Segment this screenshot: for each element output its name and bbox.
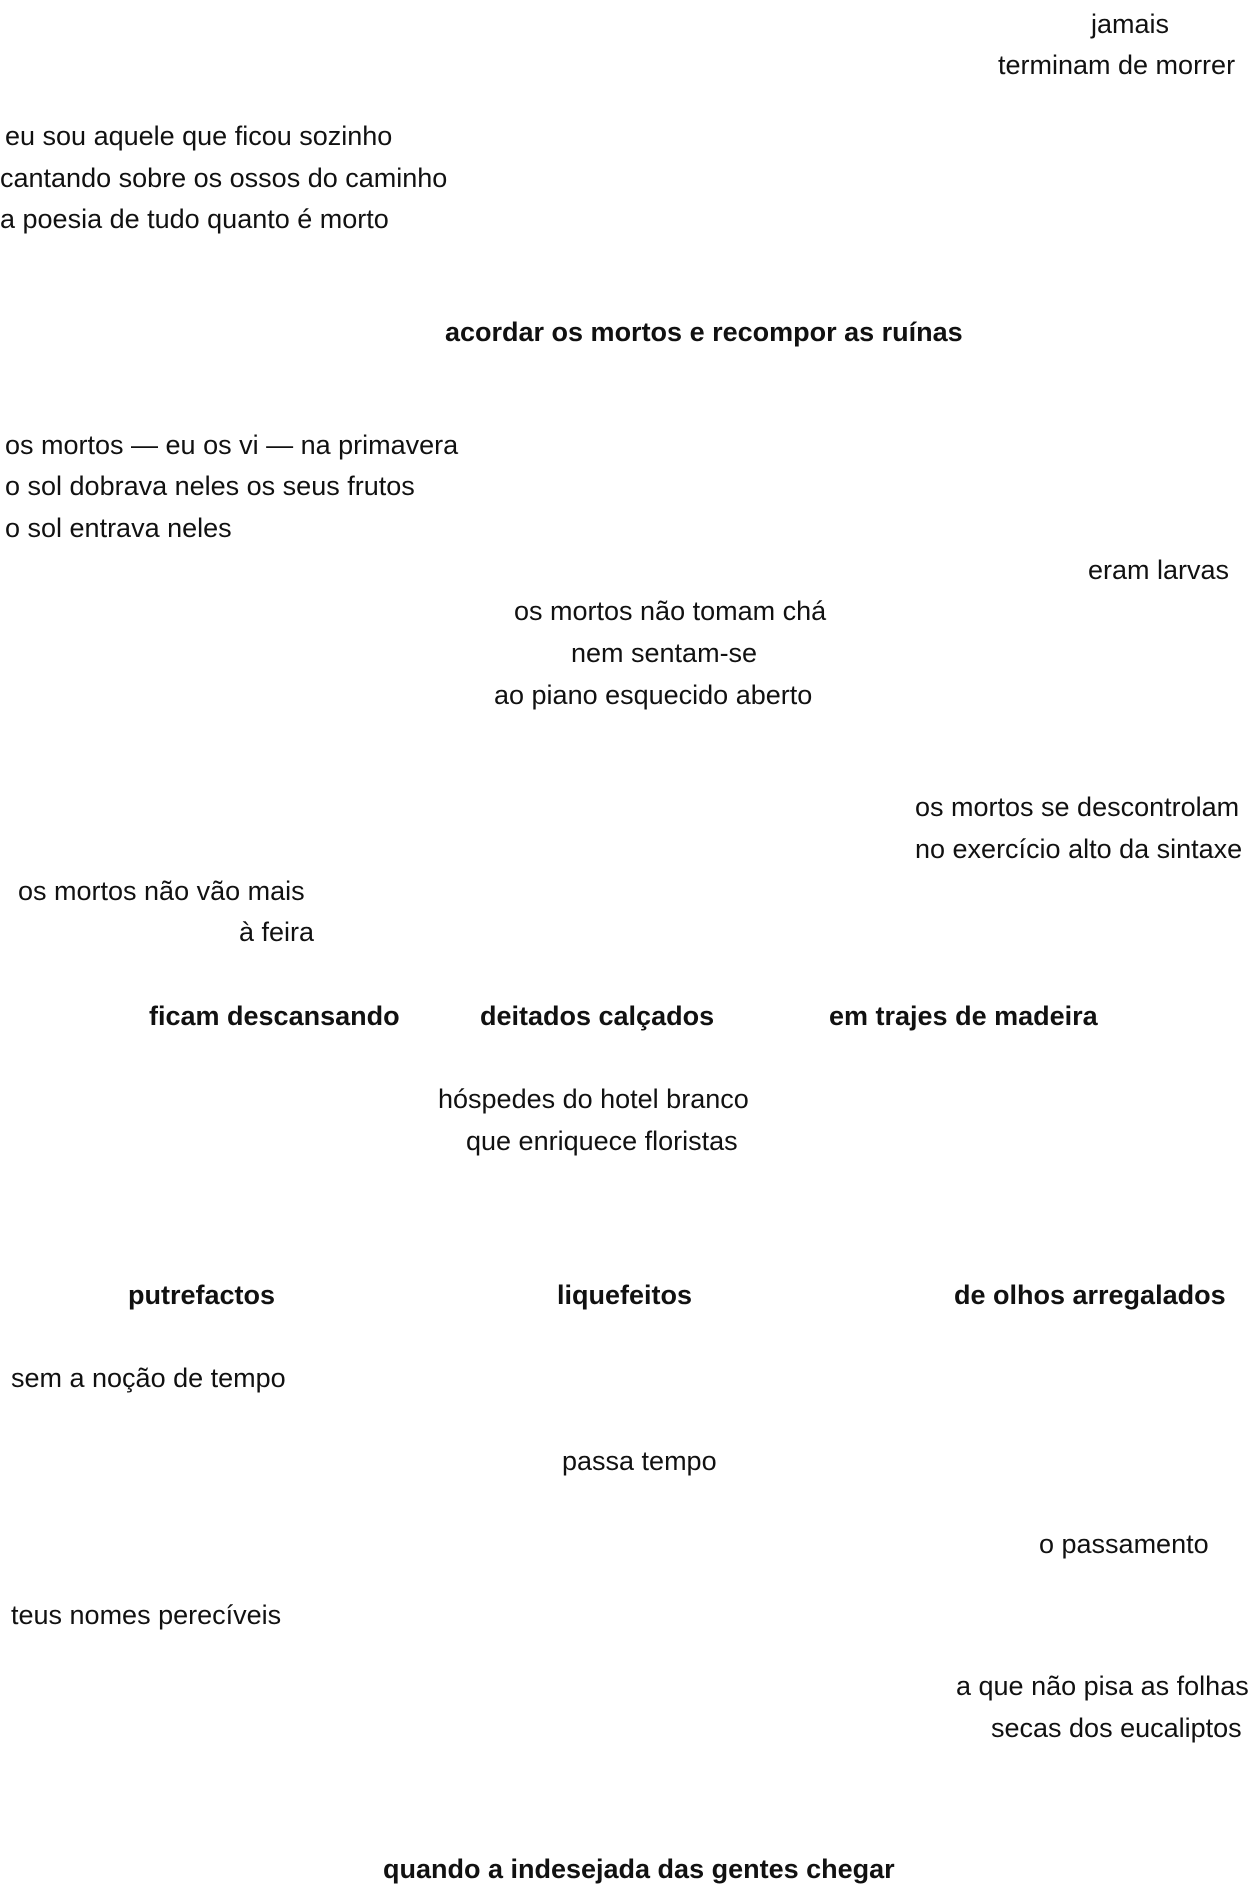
poem-line: o sol entrava neles	[5, 513, 232, 543]
poem-line: os mortos não tomam chá	[514, 596, 827, 626]
poem-line: o passamento	[1039, 1529, 1209, 1559]
poem-line: nem sentam-se	[571, 638, 758, 668]
poem-line: no exercício alto da sintaxe	[915, 834, 1243, 864]
bold-phrase: deitados calçados	[480, 1001, 715, 1031]
final-line: quando a indesejada das gentes chegar	[383, 1854, 895, 1884]
poem-line: eu sou aquele que ficou sozinho	[5, 121, 393, 151]
poem-line: os mortos se descontrolam	[915, 792, 1240, 822]
poem-line: eram larvas	[1088, 555, 1230, 585]
bold-phrase: em trajes de madeira	[829, 1001, 1098, 1031]
poem-line: terminam de morrer	[998, 50, 1236, 80]
refrain-heading: acordar os mortos e recompor as ruínas	[445, 317, 963, 347]
bold-phrase: de olhos arregalados	[954, 1280, 1226, 1310]
poem-line: à feira	[239, 917, 315, 947]
poem-line: o sol dobrava neles os seus frutos	[5, 471, 415, 501]
poem-line: teus nomes perecíveis	[11, 1600, 282, 1630]
poem-line: passa tempo	[562, 1446, 717, 1476]
poem-line: que enriquece floristas	[466, 1126, 738, 1156]
poem-line: jamais	[1091, 9, 1170, 39]
poem-line: os mortos — eu os vi — na primavera	[5, 430, 459, 460]
bold-phrase: putrefactos	[128, 1280, 276, 1310]
poem-line: a que não pisa as folhas	[956, 1671, 1249, 1701]
poem-line: cantando sobre os ossos do caminho	[0, 163, 448, 193]
poem-line: ao piano esquecido aberto	[494, 680, 813, 710]
poem-line: secas dos eucaliptos	[991, 1713, 1242, 1743]
poem-line: sem a noção de tempo	[11, 1363, 286, 1393]
poem-line: a poesia de tudo quanto é morto	[0, 204, 389, 234]
poem-line: os mortos não vão mais	[18, 876, 305, 906]
bold-phrase: liquefeitos	[557, 1280, 693, 1310]
bold-phrase: ficam descansando	[149, 1001, 400, 1031]
poem-line: hóspedes do hotel branco	[438, 1084, 749, 1114]
